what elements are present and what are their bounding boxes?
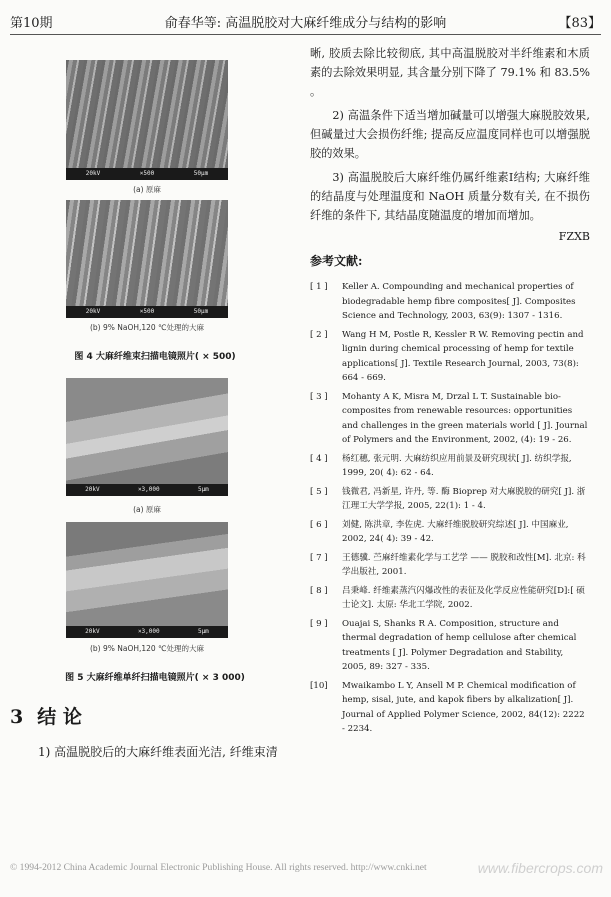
sem-scale-bar: 20kV ×500 50μm — [66, 306, 228, 318]
author-signature: FZXB — [558, 230, 590, 243]
section-title: 结 论 — [37, 706, 82, 728]
section-heading — [10, 702, 82, 729]
references-list — [310, 280, 590, 741]
reference-item: [ 3 ] Mohanty A K, Misra M, Drzal L T. Sustainable bio-composites from renewable resources: opportunities and challenges in the green materials world [ J]. Journal of Polymers and the Environment, 2002, (4): 19 - 26. — [310, 391, 588, 445]
sem-photo-raw-hemp-500 — [66, 60, 228, 180]
figure-5-caption: 图 5 大麻纤维单纤扫描电镜照片( × 3 000) — [65, 673, 245, 683]
sem-photo-treated-hemp-3000 — [66, 522, 228, 638]
caption-a-fig4: (a) 原麻 — [133, 185, 161, 194]
caption-a-fig5: (a) 原麻 — [133, 505, 161, 514]
reference-item: [ 7 ] 王德骥. 苎麻纤维素化学与工艺学 —— 脱胶和改性[M]. 北京: 科学出版社, 2001. — [310, 552, 586, 577]
section-number: 3 — [10, 706, 24, 728]
sem-scale-bar: 20kV ×3,000 5μm — [66, 626, 228, 638]
figure-4-caption: 图 4 大麻纤维束扫描电镜照片( × 500) — [74, 352, 236, 362]
caption-b-fig4: (b) 9% NaOH,120 ℃处理的大麻 — [89, 323, 205, 332]
caption-b-fig5: (b) 9% NaOH,120 ℃处理的大麻 — [89, 644, 205, 653]
conclusion-para-2: 2) 高温条件下适当增加碱量可以增强大麻脱胶效果, 但碱量过大会损伤纤维; 提高反应温度同样也可以增强脱胶的效果。 — [310, 109, 590, 160]
running-title: 俞春华等: 高温脱胶对大麻纤维成分与结构的影响 — [164, 15, 447, 31]
conclusion-para-1-start: 1) 高温脱胶后的大麻纤维表面光洁, 纤维束清 — [38, 745, 278, 759]
reference-item: [ 1 ] Keller A. Compounding and mechanical properties of biodegradable hemp fibre composites[ J]. Composites Science and Technology, 2003, 63(9): 1307 - 1316. — [310, 282, 576, 321]
running-header — [10, 10, 601, 35]
reference-item: [ 5 ] 钱微君, 冯新星, 许丹, 等. 酶 Bioprep 对大麻脱胶的研究[ J]. 浙江理工大学学报, 2005, 22(1): 1 - 4. — [310, 486, 586, 511]
conclusion-para-1-cont: 晰, 胶质去除比较彻底, 其中高温脱胶对半纤维素和木质素的去除效果明显, 其含量分别下降了 79.1% 和 83.5% 。 — [310, 47, 590, 98]
copyright-footer: © 1994-2012 China Academic Journal Electronic Publishing House. All rights reserved. http://www.cnki.net — [10, 862, 427, 873]
issue-number: 第10期 — [10, 15, 53, 31]
reference-item: [ 6 ] 刘健, 陈洪章, 李佐虎. 大麻纤维脱胶研究综述[ J]. 中国麻业, 2002, 24( 4): 39 - 42. — [310, 519, 569, 544]
conclusion-para-3: 3) 高温脱胶后大麻纤维仍属纤维素Ⅰ结构; 大麻纤维的结晶度与处理温度和 NaOH 质量分数有关, 在不损伤纤维的条件下, 其结晶度随温度的增加而增加。 — [310, 171, 590, 222]
reference-item: [ 9 ] Ouajai S, Shanks R A. Composition, structure and thermal degradation of hemp cellulose after chemical treatments [ J]. Polymer Degradation and Stability, 2005, 89: 327 - 335. — [310, 618, 577, 672]
sem-scale-bar: 20kV ×3,000 5μm — [66, 484, 228, 496]
sem-photo-treated-hemp-500 — [66, 200, 228, 318]
references-heading: 参考文献: — [310, 254, 363, 268]
site-watermark: www.fibercrops.com — [477, 860, 603, 876]
reference-item: [ 8 ] 吕秉峰. 纤维素蒸汽闪爆改性的表征及化学反应性能研究[D]:[ 硕士论文]. 太原: 华北工学院, 2002. — [310, 585, 585, 610]
page-number: 【83】 — [558, 15, 601, 31]
reference-item: [ 4 ] 杨红穗, 张元明. 大麻纺织应用前景及研究现状[ J]. 纺织学报, 1999, 20( 4): 62 - 64. — [310, 453, 572, 478]
sem-photo-raw-hemp-3000 — [66, 378, 228, 496]
reference-item: [10] Mwaikambo L Y, Ansell M P. Chemical modification of hemp, sisal, jute, and kapok fibers by alkalization[ J]. Journal of Applied Polymer Science, 2002, 84(12): 2222 - 2234. — [310, 680, 585, 734]
reference-item: [ 2 ] Wang H M, Postle R, Kessler R W. Removing pectin and lignin during chemical processing of hemp for textile applications[ J]. Textile Research Journal, 2003, 73(8): 664 - 669. — [310, 329, 584, 383]
sem-scale-bar: 20kV ×500 50μm — [66, 168, 228, 180]
